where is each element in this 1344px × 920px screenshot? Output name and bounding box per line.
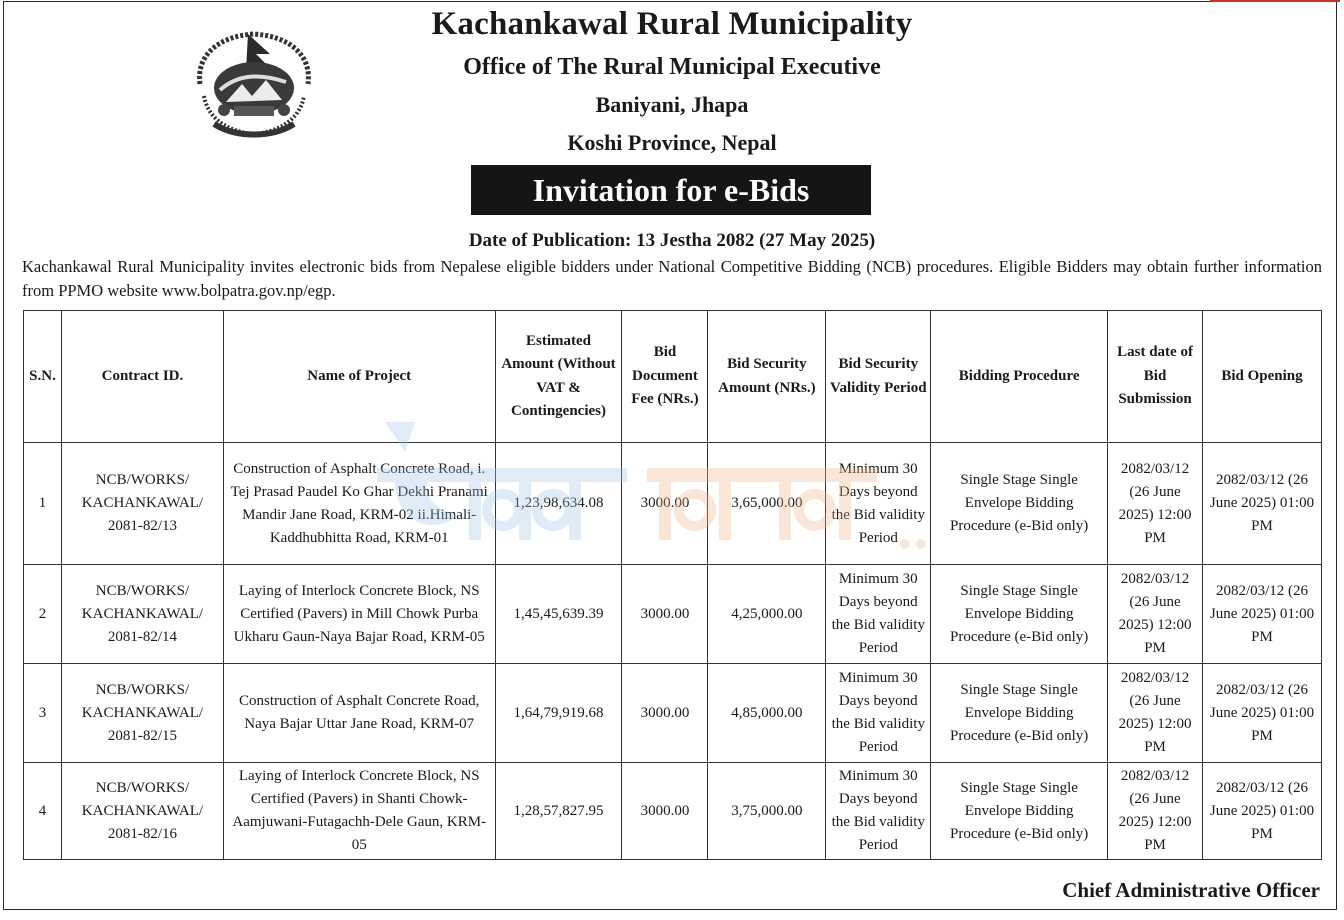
cell-opening: 2082/03/12 (26 June 2025) 01:00 PM <box>1203 763 1322 860</box>
cell-procedure: Single Stage Single Envelope Bidding Procedure (e-Bid only) <box>931 565 1108 664</box>
cell-sn: 3 <box>24 664 62 763</box>
cell-opening: 2082/03/12 (26 June 2025) 01:00 PM <box>1203 565 1322 664</box>
cell-contract-id: NCB/WORKS/ KACHANKAWAL/ 2081-82/15 <box>61 664 223 763</box>
cell-validity: Minimum 30 Days beyond the Bid validity Period <box>826 443 931 565</box>
province-name: Koshi Province, Nepal <box>567 130 777 155</box>
cell-sn: 1 <box>24 443 62 565</box>
table-header-row <box>24 311 1322 443</box>
cell-fee: 3000.00 <box>622 565 708 664</box>
header-opening: Bid Opening <box>1203 311 1322 443</box>
cell-last-date: 2082/03/12 (26 June 2025) 12:00 PM <box>1108 565 1203 664</box>
cell-amount: 1,23,98,634.08 <box>495 443 622 565</box>
table-row <box>24 664 1322 763</box>
header-last-date: Last date of Bid Submission <box>1108 311 1203 443</box>
cell-validity: Minimum 30 Days beyond the Bid validity Period <box>826 664 931 763</box>
cell-last-date: 2082/03/12 (26 June 2025) 12:00 PM <box>1108 763 1203 860</box>
cell-sn: 2 <box>24 565 62 664</box>
header-sn: S.N. <box>24 311 62 443</box>
cell-contract-id: NCB/WORKS/ KACHANKAWAL/ 2081-82/14 <box>61 565 223 664</box>
header-contract-id: Contract ID. <box>61 311 223 443</box>
notice-title-banner: Invitation for e-Bids <box>471 165 871 215</box>
cell-procedure: Single Stage Single Envelope Bidding Procedure (e-Bid only) <box>931 443 1108 565</box>
table-row <box>24 443 1322 565</box>
header-validity: Bid Security Validity Period <box>826 311 931 443</box>
cell-last-date: 2082/03/12 (26 June 2025) 12:00 PM <box>1108 664 1203 763</box>
header-project: Name of Project <box>223 311 495 443</box>
bid-table <box>23 310 1322 860</box>
header-amount: Estimated Amount (Without VAT & Contingencies) <box>495 311 622 443</box>
cell-project: Laying of Interlock Concrete Block, NS Certified (Pavers) in Shanti Chowk-Aamjuwani-Futagachh-Dele Gaun, KRM-05 <box>223 763 495 860</box>
table-row <box>24 763 1322 860</box>
table-row <box>24 565 1322 664</box>
cell-validity: Minimum 30 Days beyond the Bid validity Period <box>826 763 931 860</box>
intro-paragraph: Kachankawal Rural Municipality invites electronic bids from Nepalese eligible bidders under National Competitive Bidding (NCB) procedures. Eligible Bidders may obtain further information from PPMO website www.bolpatra.gov.np/egp. <box>22 257 1322 300</box>
cell-procedure: Single Stage Single Envelope Bidding Procedure (e-Bid only) <box>931 664 1108 763</box>
top-accent-bar <box>1210 0 1340 2</box>
cell-security: 3,65,000.00 <box>708 443 826 565</box>
cell-security: 4,85,000.00 <box>708 664 826 763</box>
cell-validity: Minimum 30 Days beyond the Bid validity Period <box>826 565 931 664</box>
cell-project: Laying of Interlock Concrete Block, NS Certified (Pavers) in Mill Chowk Purba Ukharu Gaun-Naya Bajar Road, KRM-05 <box>223 565 495 664</box>
header-security: Bid Security Amount (NRs.) <box>708 311 826 443</box>
cell-contract-id: NCB/WORKS/ KACHANKAWAL/ 2081-82/16 <box>61 763 223 860</box>
office-location: Baniyani, Jhapa <box>595 92 749 117</box>
cell-fee: 3000.00 <box>622 443 708 565</box>
cell-project: Construction of Asphalt Concrete Road, Naya Bajar Uttar Jane Road, KRM-07 <box>223 664 495 763</box>
municipality-name: Kachankawal Rural Municipality <box>431 6 913 42</box>
header-fee: Bid Document Fee (NRs.) <box>622 311 708 443</box>
cell-procedure: Single Stage Single Envelope Bidding Procedure (e-Bid only) <box>931 763 1108 860</box>
cell-amount: 1,45,45,639.39 <box>495 565 622 664</box>
cell-fee: 3000.00 <box>622 763 708 860</box>
signatory-title: Chief Administrative Officer <box>1062 878 1320 902</box>
cell-opening: 2082/03/12 (26 June 2025) 01:00 PM <box>1203 443 1322 565</box>
cell-amount: 1,28,57,827.95 <box>495 763 622 860</box>
cell-fee: 3000.00 <box>622 664 708 763</box>
cell-amount: 1,64,79,919.68 <box>495 664 622 763</box>
publication-date: Date of Publication: 13 Jestha 2082 (27 May 2025) <box>468 230 876 251</box>
office-name: Office of The Rural Municipal Executive <box>463 54 881 80</box>
header-procedure: Bidding Procedure <box>931 311 1108 443</box>
cell-security: 4,25,000.00 <box>708 565 826 664</box>
cell-security: 3,75,000.00 <box>708 763 826 860</box>
cell-last-date: 2082/03/12 (26 June 2025) 12:00 PM <box>1108 443 1203 565</box>
cell-project: Construction of Asphalt Concrete Road, i. Tej Prasad Paudel Ko Ghar Dekhi Pranami Mandir Jane Road, KRM-02 ii.Himali-Kaddhubhitta Road, KRM-01 <box>223 443 495 565</box>
cell-contract-id: NCB/WORKS/ KACHANKAWAL/ 2081-82/13 <box>61 443 223 565</box>
cell-sn: 4 <box>24 763 62 860</box>
cell-opening: 2082/03/12 (26 June 2025) 01:00 PM <box>1203 664 1322 763</box>
